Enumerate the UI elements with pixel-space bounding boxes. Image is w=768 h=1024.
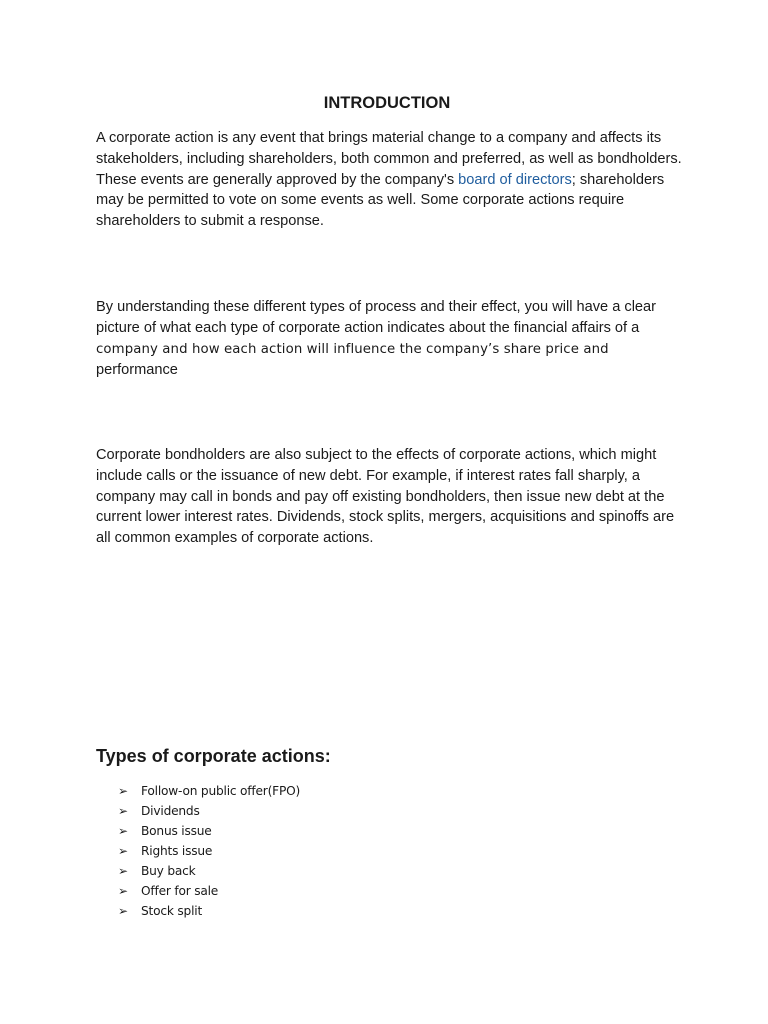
list-item [118, 781, 300, 801]
arrowhead-bullet-icon: ➢ [118, 864, 128, 878]
intro-text-start: A corporate action is any event that brings material change to a company and affects its stakeholders, including shareholders, both common and preferred, as well as bondholders. These events are generally approved by the company's [96, 130, 682, 188]
list-item [118, 881, 300, 901]
list-item-label: Stock split [141, 904, 203, 918]
page-title: INTRODUCTION [323, 94, 451, 112]
board-of-directors-link[interactable]: board of directors [458, 171, 572, 188]
list-item [118, 861, 300, 881]
list-item-label: Follow-on public offer(FPO) [141, 784, 301, 798]
list-item [118, 841, 300, 861]
arrowhead-bullet-icon: ➢ [118, 904, 128, 918]
arrowhead-bullet-icon: ➢ [118, 824, 128, 838]
arrowhead-bullet-icon: ➢ [118, 804, 128, 818]
intro-paragraph [96, 128, 686, 232]
list-item [118, 901, 300, 921]
understanding-paragraph [96, 297, 686, 381]
bondholders-paragraph: Corporate bondholders are also subject to the effects of corporate actions, which might include calls or the issuance of new debt. For example, if interest rates fall sharply, a company may call in bonds and pay off existing bondholders, then issue new debt at the current lower interest rates. Dividends, stock splits, mergers, acquisitions and spinoffs are all common examples of corporate actions. [96, 447, 675, 547]
understanding-text-line2: company and how each action will influence the company’s share price and [96, 341, 609, 357]
list-item [118, 821, 300, 841]
arrowhead-bullet-icon: ➢ [118, 844, 128, 858]
arrowhead-bullet-icon: ➢ [118, 784, 128, 798]
section-heading: Types of corporate actions: [96, 746, 331, 766]
corporate-action-types-list [118, 781, 300, 921]
list-item-label: Buy back [141, 864, 196, 878]
list-item [118, 801, 300, 821]
list-item-label: Bonus issue [141, 824, 212, 838]
understanding-text-line3: performance [96, 362, 178, 379]
intro-text-end: ; shareholders may be permitted to vote on some events as well. Some corporate actions require shareholders to submit a response. [96, 171, 665, 230]
list-item-label: Dividends [141, 804, 200, 818]
list-item-label: Rights issue [141, 844, 213, 858]
understanding-text-line1: By understanding these different types of process and their effect, you will have a clear picture of what each type of corporate action indicates about the financial affairs of a [96, 299, 657, 336]
list-item-label: Offer for sale [141, 884, 219, 898]
arrowhead-bullet-icon: ➢ [118, 884, 128, 898]
